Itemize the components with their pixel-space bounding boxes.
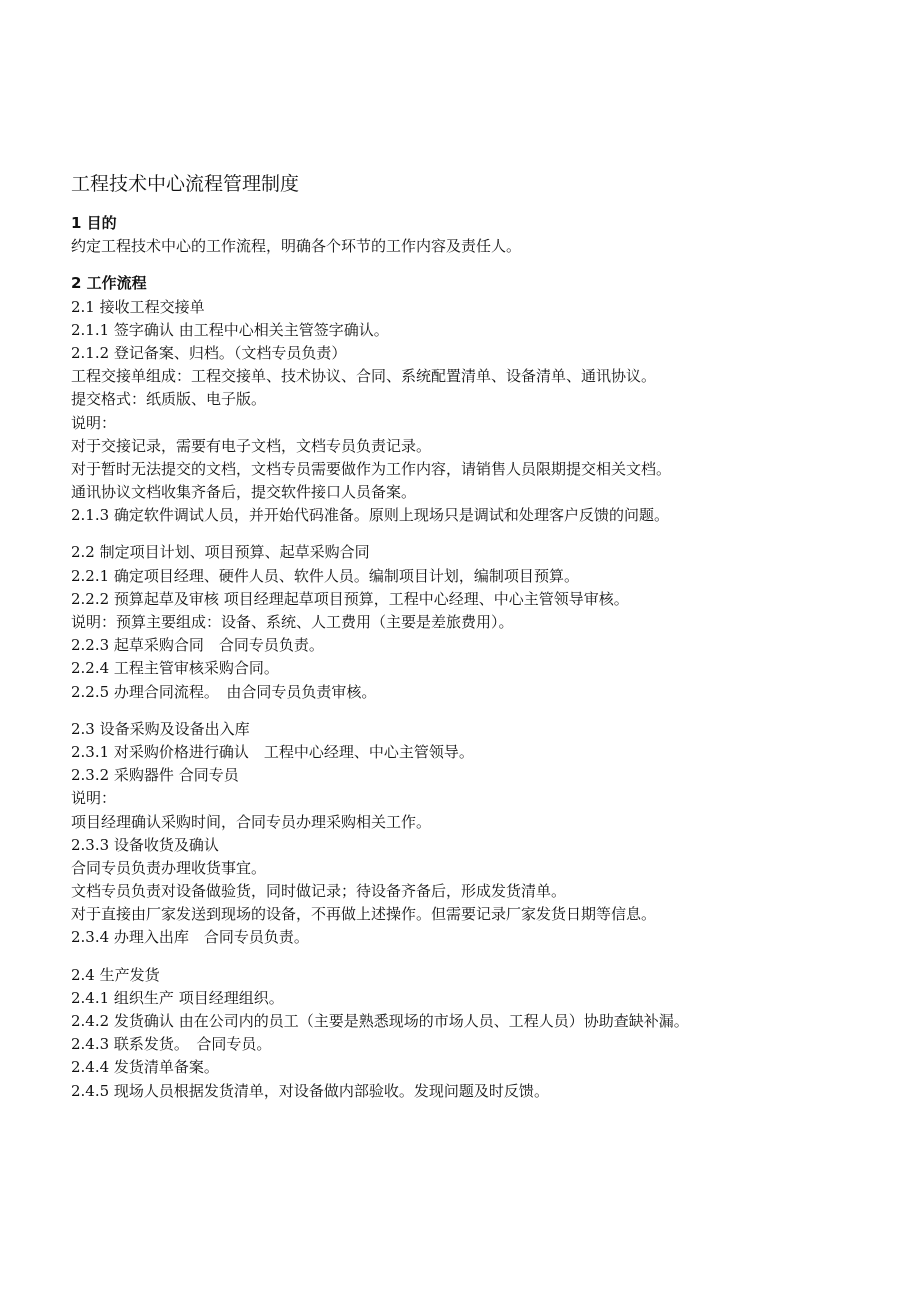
spacer <box>71 258 871 272</box>
section-procurement <box>71 718 871 950</box>
section-production-shipping <box>71 964 871 1103</box>
document-title: 工程技术中心流程管理制度 <box>71 173 300 195</box>
paragraph-line: 2.1 接收工程交接单 <box>71 297 205 316</box>
paragraph-line: 2.3.3 设备收货及确认 <box>71 835 219 854</box>
paragraph-line: 2.4 生产发货 <box>71 965 160 984</box>
paragraph-line: 2.4.5 现场人员根据发货清单，对设备做内部验收。发现问题及时反馈。 <box>71 1081 549 1100</box>
paragraph-line: 提交格式：纸质版、电子版。 <box>71 390 267 409</box>
paragraph-line: 文档专员负责对设备做验货，同时做记录；待设备齐备后，形成发货清单。 <box>71 882 567 901</box>
paragraph-line: 2.2 制定项目计划、项目预算、起草采购合同 <box>71 543 370 562</box>
paragraph-line: 项目经理确认采购时间，合同专员办理采购相关工作。 <box>71 812 432 831</box>
paragraph-line: 2.2.4 工程主管审核采购合同。 <box>71 659 279 678</box>
paragraph-line: 2.4.1 组织生产 项目经理组织。 <box>71 988 284 1007</box>
paragraph-line: 2.2.5 办理合同流程。 由合同专员负责审核。 <box>71 682 377 701</box>
section-heading-purpose: 1 目的 <box>71 214 117 232</box>
paragraph-line: 2.3.2 采购器件 合同专员 <box>71 766 239 785</box>
paragraph-line: 2.1.3 确定软件调试人员，并开始代码准备。原则上现场只是调试和处理客户反馈的问题。 <box>71 506 669 525</box>
paragraph-line: 说明： <box>71 789 117 808</box>
spacer <box>71 527 871 541</box>
paragraph-line: 对于暂时无法提交的文档，文档专员需要做作为工作内容，请销售人员限期提交相关文档。 <box>71 459 672 478</box>
paragraph-line: 2.2.2 预算起草及审核 项目经理起草项目预算，工程中心经理、中心主管领导审核。 <box>71 589 629 608</box>
paragraph-line: 2.2.3 起草采购合同 合同专员负责。 <box>71 636 324 655</box>
spacer <box>71 704 871 718</box>
paragraph-line: 约定工程技术中心的工作流程，明确各个环节的工作内容及责任人。 <box>71 237 522 256</box>
paragraph-line: 2.3.1 对采购价格进行确认 工程中心经理、中心主管领导。 <box>71 742 474 761</box>
paragraph-line: 2.1.1 签字确认 由工程中心相关主管签字确认。 <box>71 320 389 339</box>
section-heading-workflow: 2 工作流程 <box>71 274 147 293</box>
paragraph-line: 合同专员负责办理收货事宜。 <box>71 858 267 877</box>
document-page <box>71 170 871 1103</box>
paragraph-line: 2.1.2 登记备案、归档。（文档专员负责） <box>71 343 347 362</box>
paragraph-line: 说明：预算主要组成：设备、系统、人工费用（主要是差旅费用）。 <box>71 613 514 631</box>
section-workflow <box>71 272 871 527</box>
paragraph-line: 2.4.4 发货清单备案。 <box>71 1058 219 1077</box>
paragraph-line: 2.4.2 发货确认 由在公司内的员工（主要是熟悉现场的市场人员、工程人员）协助查缺补漏。 <box>71 1012 689 1030</box>
paragraph-line: 2.3 设备采购及设备出入库 <box>71 719 250 738</box>
paragraph-line: 2.4.3 联系发货。 合同专员。 <box>71 1035 272 1054</box>
section-purpose <box>71 212 871 258</box>
paragraph-line: 2.3.4 办理入出库 合同专员负责。 <box>71 928 309 947</box>
section-plan-budget <box>71 541 871 703</box>
paragraph-line: 工程交接单组成：工程交接单、技术协议、合同、系统配置清单、设备清单、通讯协议。 <box>71 367 657 386</box>
spacer <box>71 950 871 964</box>
paragraph-line: 通讯协议文档收集齐备后，提交软件接口人员备案。 <box>71 483 417 502</box>
paragraph-line: 2.2.1 确定项目经理、硬件人员、软件人员。编制项目计划，编制项目预算。 <box>71 566 579 585</box>
paragraph-line: 对于交接记录，需要有电子文档，文档专员负责记录。 <box>71 436 432 455</box>
paragraph-line: 对于直接由厂家发送到现场的设备，不再做上述操作。但需要记录厂家发货日期等信息。 <box>71 905 657 924</box>
paragraph-line: 说明： <box>71 413 117 432</box>
